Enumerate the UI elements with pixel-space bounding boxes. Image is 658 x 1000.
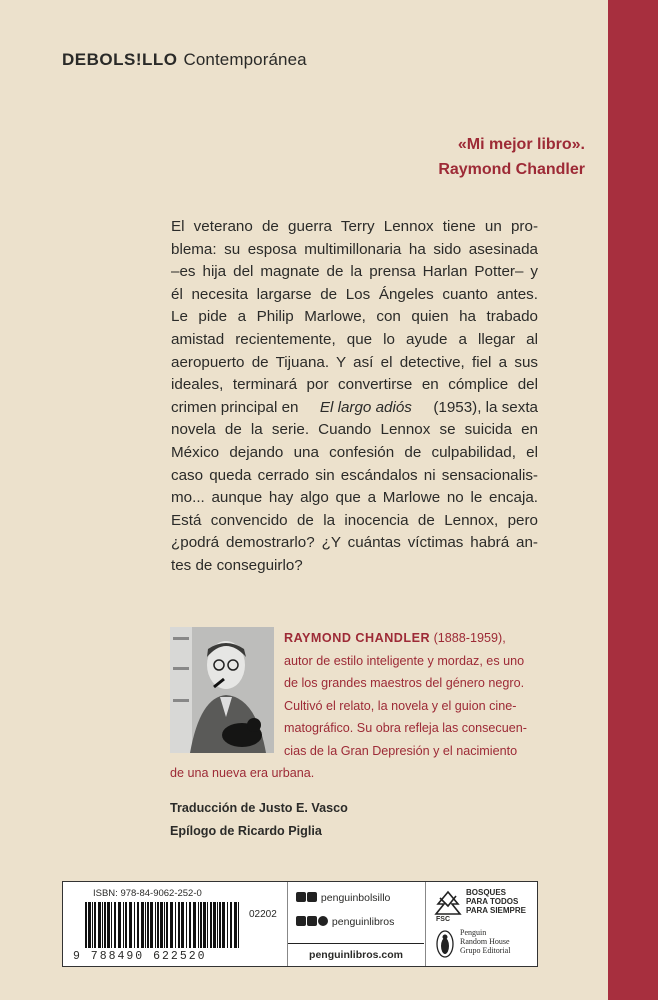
author-years: (1888-1959), (433, 631, 506, 645)
barcode-bar (170, 902, 173, 948)
synopsis-line: aeropuerto de Tijuana. Y así el detective, fiel a sus (171, 353, 538, 371)
synopsis-line: él necesita largarse de Los Ángeles cuanto antes. (171, 285, 538, 303)
barcode-bar (227, 902, 228, 948)
barcode-bar (198, 902, 199, 948)
quote-attribution: Raymond Chandler (438, 161, 585, 178)
author-bio-line: de una nueva era urbana. (170, 766, 315, 780)
barcode-bar (200, 902, 202, 948)
barcode-bar (125, 902, 127, 948)
author-bio-line: autor de estilo inteligente y mordaz, es uno (284, 653, 525, 668)
fsc-block (425, 882, 538, 966)
barcode-bar (157, 902, 159, 948)
synopsis-fragment: crimen principal en (171, 398, 299, 416)
synopsis-line: Le pide a Philip Marlowe, con quien ha trabado (171, 308, 538, 326)
barcode-bar (147, 902, 149, 948)
barcode-icon (85, 902, 245, 948)
barcode-bar (92, 902, 93, 948)
fsc-slogan-line: BOSQUES (466, 888, 507, 897)
barcode-bar (155, 902, 156, 948)
twitter-icon (307, 892, 317, 902)
barcode-bar (94, 902, 96, 948)
barcode-bar (222, 902, 225, 948)
publisher-imprint (460, 928, 510, 955)
author-heading (170, 627, 539, 650)
social-handle-bolsillo: penguinbolsillo (320, 892, 391, 904)
social-row-bolsillo[interactable] (296, 892, 390, 904)
barcode-bar (114, 902, 116, 948)
synopsis (171, 216, 538, 578)
imprint-line: Grupo Editorial (460, 946, 511, 955)
barcode-bar (104, 902, 106, 948)
imprint-line: Random House (460, 937, 510, 946)
synopsis-line: El veterano de guerra Terry Lennox tiene un pro- (171, 218, 538, 235)
barcode-bar (166, 902, 168, 948)
author-bio (170, 627, 539, 785)
barcode-bar (238, 902, 239, 948)
barcode-bar (193, 902, 196, 948)
brand-logo: DEBOLS!LLO (62, 50, 178, 69)
barcode-bar (217, 902, 218, 948)
barcode-bar (88, 902, 91, 948)
pull-quote (438, 132, 585, 182)
synopsis-line: amistad recientemente, que lo ayude a llegar al (171, 330, 538, 348)
barcode-bar (178, 902, 180, 948)
barcode-digits: 9 788490 622520 (73, 950, 207, 963)
barcode-bar (145, 902, 146, 948)
translation-credit: Traducción de Justo E. Vasco (170, 801, 348, 815)
barcode-bar (164, 902, 165, 948)
barcode-bar (85, 902, 87, 948)
barcode-bar (107, 902, 110, 948)
spotify-icon (318, 916, 328, 926)
synopsis-fragment: (1953), la sexta (433, 398, 538, 416)
fsc-label: FSC (436, 916, 450, 923)
synopsis-line: mo... aunque hay algo que a Marlowe no le encaja. (171, 489, 538, 507)
barcode-bar (230, 902, 232, 948)
barcode-bar (137, 902, 139, 948)
fsc-slogan (466, 888, 526, 915)
collection-name: Contemporánea (183, 50, 307, 69)
quote-text: «Mi mejor libro». (457, 136, 585, 153)
synopsis-line: México dejando una confesión de culpabilidad, el (171, 443, 538, 461)
barcode-bar (160, 902, 163, 948)
synopsis-line: caso queda cerrado sin escándalos ni sensacionalis- (171, 466, 538, 484)
barcode-bar (102, 902, 103, 948)
instagram-icon (296, 916, 306, 926)
barcode-bar (141, 902, 144, 948)
synopsis-line (171, 397, 538, 420)
author-bio-line: matográfico. Su obra refleja las consecuen- (284, 721, 527, 735)
barcode-bar (219, 902, 221, 948)
synopsis-line: ¿podrá demostrarlo? ¿Y cuántas víctimas habrá an- (171, 534, 538, 552)
author-bio-line: cias de la Gran Depresión y el nacimiento (284, 743, 518, 758)
barcode-bar (175, 902, 176, 948)
synopsis-line: tes de conseguirlo? (171, 556, 303, 574)
barcode-bar (129, 902, 132, 948)
website-link[interactable]: penguinlibros.com (288, 943, 424, 966)
barcode-bar (189, 902, 191, 948)
barcode-bar (186, 902, 187, 948)
book-title: El largo adiós (319, 398, 412, 416)
price-code: 02202 (249, 909, 277, 920)
author-bio-line: Cultivó el relato, la novela y el guion cine- (284, 698, 517, 713)
synopsis-line: ideales, terminará por convertirse en cómplice del (171, 376, 538, 394)
barcode-bar (118, 902, 121, 948)
barcode-bar (150, 902, 153, 948)
penguin-logo-icon (436, 930, 454, 958)
facebook-icon (296, 892, 306, 902)
synopsis-line: blema: su esposa multimillonaria ha sido asesinada (171, 240, 538, 258)
fsc-slogan-line: PARA SIEMPRE (466, 906, 527, 915)
barcode-bar (98, 902, 101, 948)
barcode-bar (134, 902, 135, 948)
barcode-bar (207, 902, 208, 948)
fsc-slogan-line: PARA TODOS (466, 897, 519, 906)
social-handle-libros: penguinlibros (331, 916, 395, 928)
barcode-bar (123, 902, 124, 948)
social-row-libros[interactable] (296, 916, 394, 928)
spine-band (608, 0, 658, 1000)
synopsis-line: Está convencido de la inocencia de Lennox, pero (171, 511, 538, 529)
barcode-panel (62, 881, 538, 967)
isbn-text: ISBN: 978-84-9062-252-0 (93, 888, 202, 899)
credits (170, 797, 348, 843)
epilogue-credit: Epílogo de Ricardo Piglia (170, 824, 322, 838)
barcode-bar (203, 902, 206, 948)
barcode-bar (210, 902, 212, 948)
barcode-bar (234, 902, 237, 948)
synopsis-line: –es hija del magnate de la prensa Harlan Potter– y (171, 263, 538, 281)
youtube-icon (307, 916, 317, 926)
author-bio-line: de los grandes maestros del género negro. (284, 676, 525, 690)
author-name: RAYMOND CHANDLER (284, 631, 431, 645)
barcode-bar (181, 902, 184, 948)
barcode-bar (213, 902, 216, 948)
barcode-bar (111, 902, 112, 948)
imprint-line: Penguin (460, 928, 487, 937)
synopsis-line: novela de la serie. Cuando Lennox se suicida en (171, 421, 538, 439)
social-links (287, 882, 424, 966)
publisher-brand (62, 50, 307, 70)
